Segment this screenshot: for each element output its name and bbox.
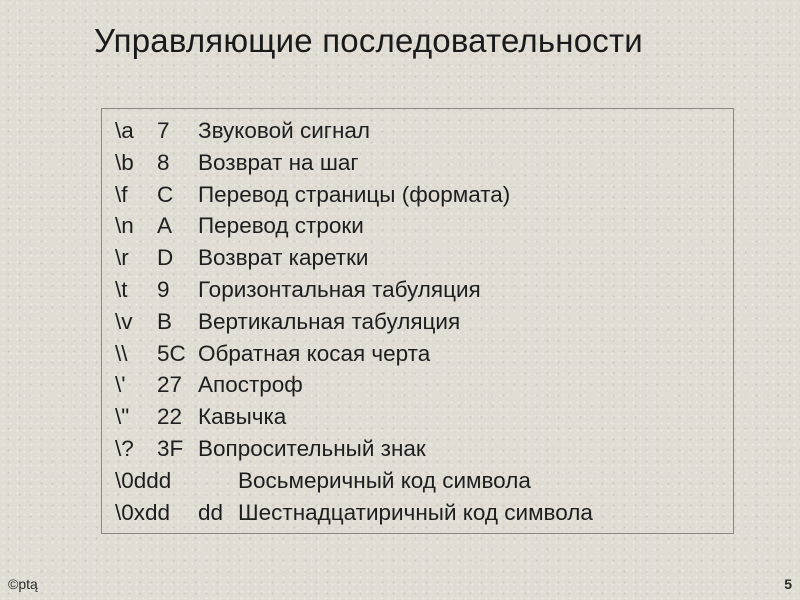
description: Вертикальная табуляция — [198, 308, 461, 334]
hex-code: dd — [198, 499, 224, 525]
hex-code: A — [157, 213, 173, 239]
page-number: 5 — [784, 576, 792, 592]
description: Шестнадцатиричный код символа — [238, 499, 593, 525]
description: Обратная косая черта — [198, 340, 431, 366]
escape-code: \r — [115, 245, 129, 271]
copyright-mark: ©ptą — [8, 576, 38, 592]
hex-code: 5C — [157, 340, 186, 366]
description: Горизонтальная табуляция — [198, 276, 481, 302]
hex-code: 7 — [157, 118, 170, 143]
escape-code: \\ — [115, 340, 128, 366]
description: Возврат на шаг — [198, 149, 359, 175]
escape-code: \" — [115, 404, 130, 430]
description: Апостроф — [198, 372, 303, 398]
slide-title: Управляющие последовательности — [94, 22, 643, 59]
hex-code: 22 — [157, 404, 183, 430]
hex-code: 3F — [157, 435, 184, 461]
description: Кавычка — [198, 404, 287, 430]
description: Перевод строки — [198, 213, 364, 239]
escape-code: \f — [115, 181, 128, 207]
escape-code: \' — [115, 372, 126, 398]
description: Вопросительный знак — [198, 435, 426, 461]
escape-code: \? — [115, 435, 134, 461]
escape-code: \0xdd — [115, 499, 171, 525]
hex-code: 27 — [157, 372, 183, 398]
description: Возврат каретки — [198, 245, 369, 271]
escape-code: \0ddd — [115, 467, 172, 493]
escape-code: \a — [115, 118, 134, 143]
hex-code: B — [157, 308, 173, 334]
hex-code: 9 — [157, 276, 170, 302]
escape-code: \n — [115, 213, 134, 239]
hex-code: D — [157, 245, 174, 271]
escape-code: \t — [115, 276, 128, 302]
description: Звуковой сигнал — [198, 118, 371, 143]
hex-code: C — [157, 181, 174, 207]
description: Перевод страницы (формата) — [198, 181, 511, 207]
description: Восьмеричный код символа — [238, 467, 531, 493]
escape-code: \v — [115, 308, 133, 334]
escape-code: \b — [115, 149, 134, 175]
hex-code: 8 — [157, 149, 170, 175]
